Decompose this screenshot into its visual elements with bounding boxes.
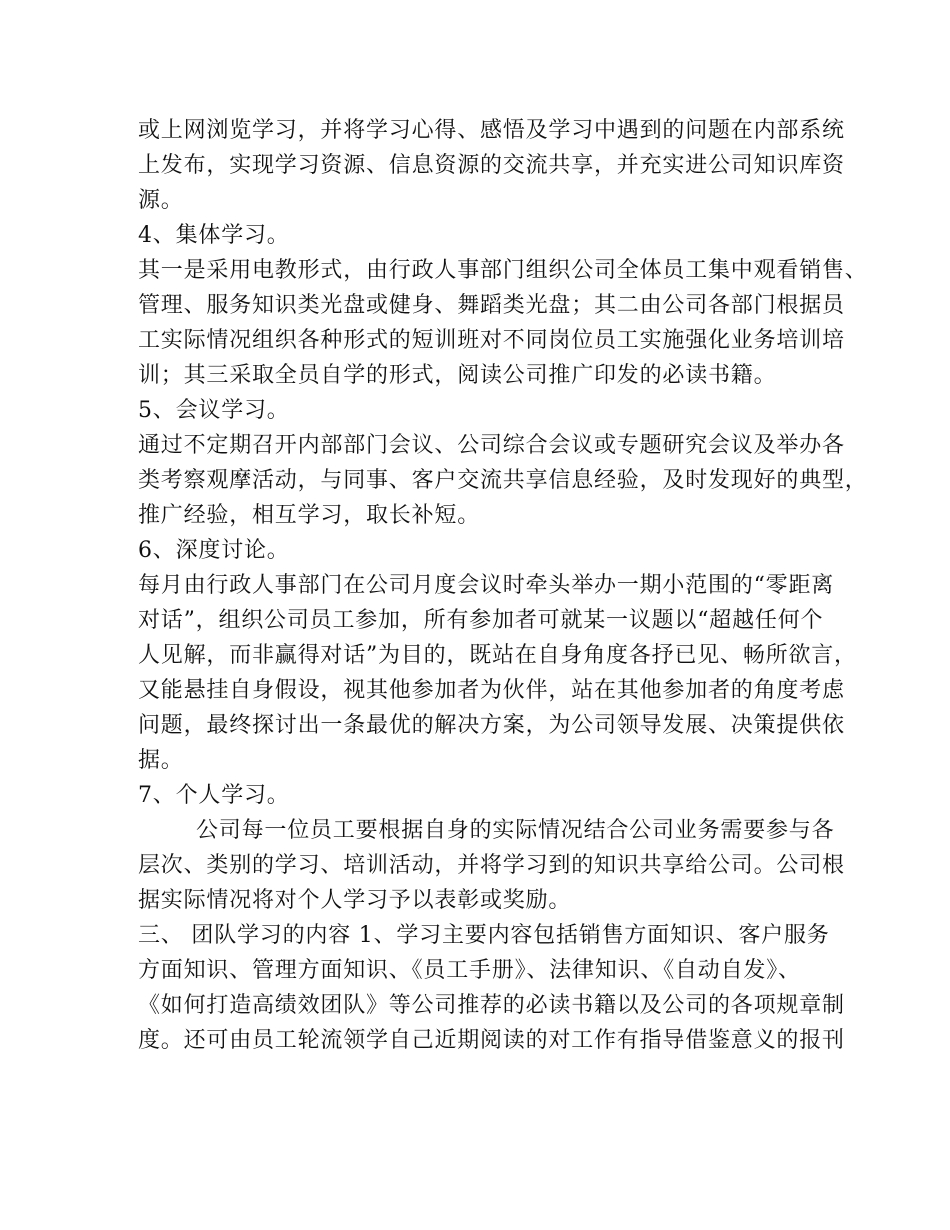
text-line: 每月由行政人事部门在公司月度会议时牵头举办一期小范围的“零距离 [138, 573, 835, 598]
text-line: 其一是采用电教形式，由行政人事部门组织公司全体员工集中观看销售、 [138, 258, 868, 283]
text-line: 层次、类别的学习、培训活动，并将学习到的知识共享给公司。公司根 [138, 853, 845, 878]
text-line: 又能悬挂自身假设，视其他参加者为伙伴，站在其他参加者的角度考虑 [138, 678, 845, 703]
section-heading-personal-learning: 7、个人学习。 [138, 783, 290, 808]
section-heading-deep-discussion: 6、深度讨论。 [138, 538, 290, 563]
section-heading-team-learning-content: 三、 团队学习的内容 1、学习主要内容包括销售方面知识、客户服务 [138, 923, 830, 948]
section-heading-meeting-learning: 5、会议学习。 [138, 398, 290, 423]
text-line: 《如何打造高绩效团队》等公司推荐的必读书籍以及公司的各项规章制 [138, 993, 845, 1018]
text-line: 训；其三采取全员自学的形式，阅读公司推广印发的必读书籍。 [138, 363, 777, 388]
text-line: 度。还可由员工轮流领学自己近期阅读的对工作有指导借鉴意义的报刊 [138, 1028, 845, 1053]
text-line: 工实际情况组织各种形式的短训班对不同岗位员工实施强化业务培训培 [138, 328, 845, 353]
text-line: 方面知识、管理方面知识、《员工手册》、法律知识、《自动自发》、 [138, 958, 801, 983]
text-line: 上发布，实现学习资源、信息资源的交流共享，并充实进公司知识库资 [138, 153, 845, 178]
text-line: 问题，最终探讨出一条最优的解决方案，为公司领导发展、决策提供依 [138, 713, 845, 738]
section-heading-collective-learning: 4、集体学习。 [138, 223, 290, 248]
text-line: 对话”，组织公司员工参加，所有参加者可就某一议题以“超越任何个 [138, 608, 824, 633]
text-line: 人见解，而非赢得对话”为目的，既站在自身角度各抒已见、畅所欲言， [138, 643, 857, 668]
text-line: 据实际情况将对个人学习予以表彰或奖励。 [138, 888, 572, 913]
text-line: 或上网浏览学习，并将学习心得、感悟及学习中遇到的问题在内部系统 [138, 118, 845, 143]
text-line: 通过不定期召开内部部门会议、公司综合会议或专题研究会议及举办各 [138, 433, 845, 458]
text-line: 类考察观摩活动，与同事、客户交流共享信息经验，及时发现好的典型， [138, 468, 868, 493]
text-line: 管理、服务知识类光盘或健身、舞蹈类光盘；其二由公司各部门根据员 [138, 293, 845, 318]
text-line: 推广经验，相互学习，取长补短。 [138, 503, 481, 528]
document-body [138, 113, 868, 1058]
text-line: 源。 [138, 188, 184, 213]
text-line: 据。 [138, 748, 184, 773]
text-line: 公司每一位员工要根据自身的实际情况结合公司业务需要参与各 [196, 818, 835, 843]
